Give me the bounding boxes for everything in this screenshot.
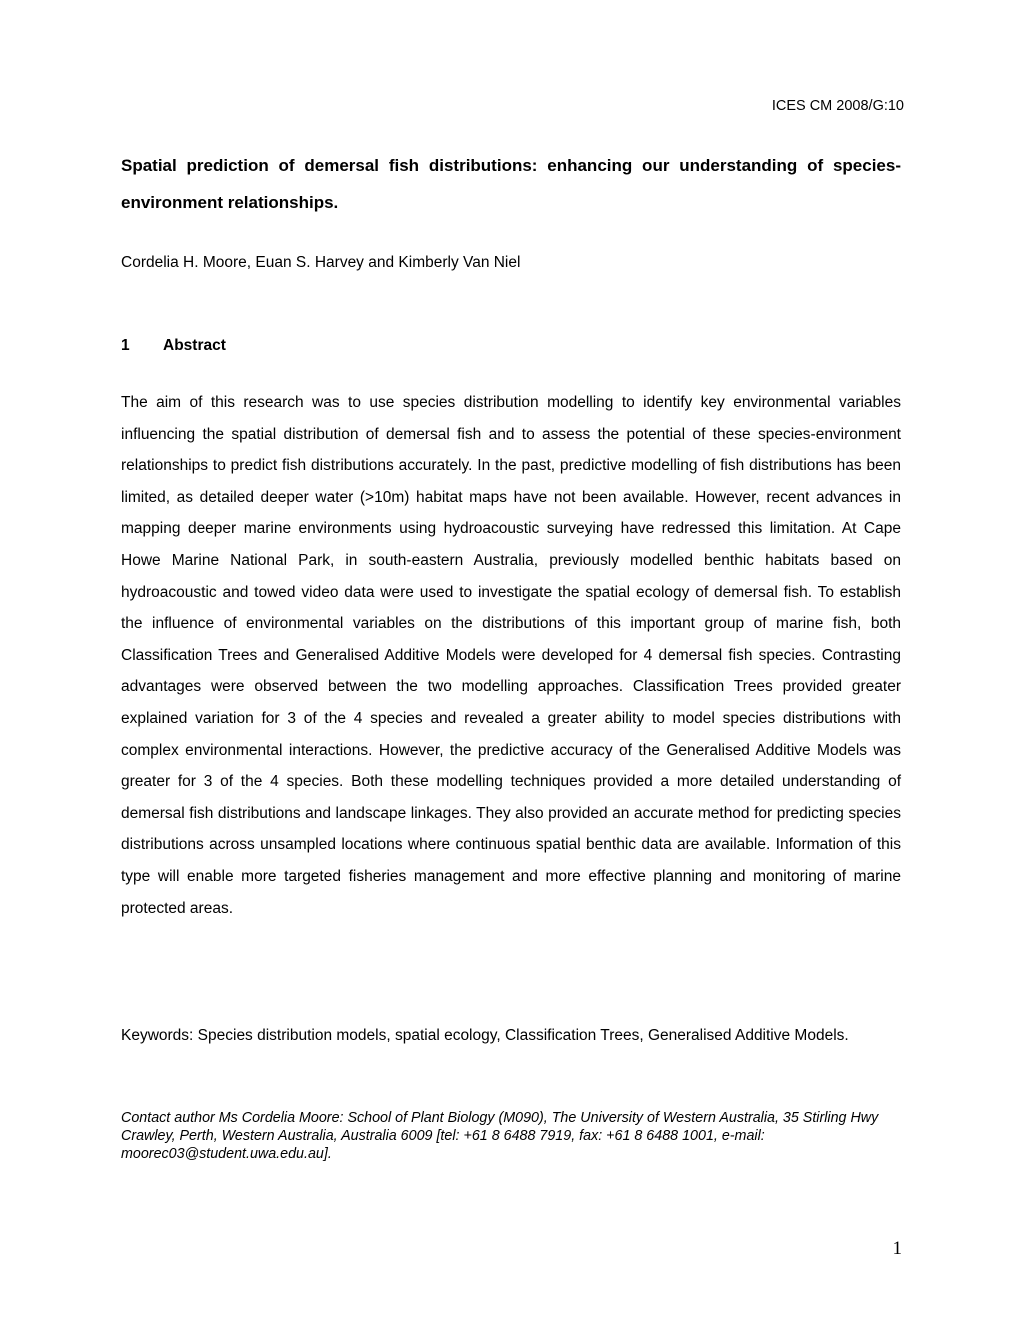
report-reference: ICES CM 2008/G:10 (771, 98, 904, 114)
paper-title: Spatial prediction of demersal fish distributions: enhancing our understanding of species-environment relationships. (121, 156, 901, 212)
abstract-text: The aim of this research was to use species distribution modelling to identify key environmental variables influencing the spatial distribution of demersal fish and to assess the potential of these species-environment relationships to predict fish distributions accurately. In the past, predictive modelling of fish distributions has been limited, as detailed deeper water (>10m) habitat maps have not been available. However, recent advances in mapping deeper marine environments using hydroacoustic surveying have redressed this limitation. At Cape Howe Marine National Park, in south-eastern Australia, previously modelled benthic habitats based on hydroacoustic and towed video data were used to investigate the spatial ecology of demersal fish. To establish the influence of environmental variables on the distributions of this important group of marine fish, both Classification Trees and Generalised Additive Models were developed for 4 demersal fish species. Contrasting advantages were observed between the two modelling approaches. Classification Trees provided greater explained variation for 3 of the 4 species and revealed a greater ability to model species distributions with complex environmental interactions. However, the predictive accuracy of the Generalised Additive Models was greater for 3 of the 4 species. Both these modelling techniques provided a more detailed understanding of demersal fish distributions and landscape linkages. They also provided an accurate method for predicting species distributions across unsampled locations where continuous spatial benthic data are available. Information of this type will enable more targeted fisheries management and more effective planning and monitoring of marine protected areas. (121, 394, 901, 917)
page-number: 1 (892, 1238, 902, 1259)
section-number: 1 (121, 337, 130, 354)
abstract-heading (121, 336, 226, 356)
contact-author-info: Contact author Ms Cordelia Moore: School of Plant Biology (M090), The University of Western Australia, 35 Stirling Hwy Crawley, Perth, Western Australia, Australia 6009 [tel: +61 8 6488 7919, fax: +61 8 6488 1001, e-mail: moorec03@student.uwa.edu.au]. (121, 1110, 879, 1163)
keywords-text: Keywords: Species distribution models, spatial ecology, Classification Trees, Generalised Additive Models. (121, 1027, 849, 1044)
author-list: Cordelia H. Moore, Euan S. Harvey and Kimberly Van Niel (121, 254, 521, 271)
section-title: Abstract (163, 337, 226, 354)
